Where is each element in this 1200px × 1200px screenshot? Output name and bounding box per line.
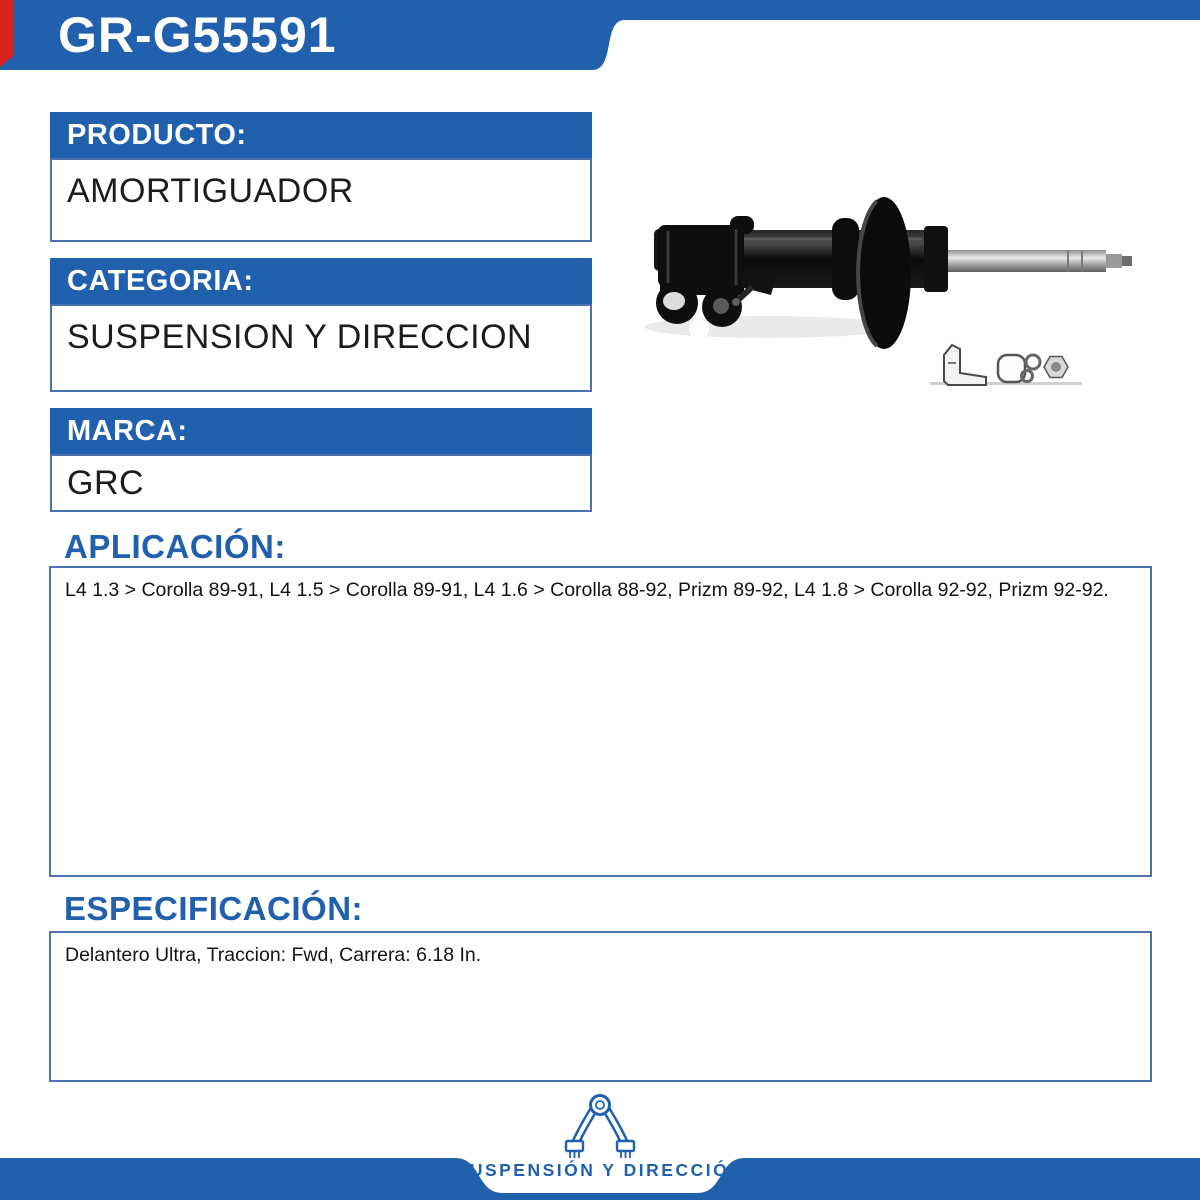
especificacion-box bbox=[49, 931, 1152, 1082]
especificacion-text: Delantero Ultra, Traccion: Fwd, Carrera: 6.18 In. bbox=[65, 944, 482, 966]
categoria-label: CATEGORIA: bbox=[50, 258, 592, 304]
page-title: GR-G55591 bbox=[58, 7, 337, 63]
control-arm-icon bbox=[558, 1092, 642, 1164]
aplicacion-text: L4 1.3 > Corolla 89-91, L4 1.5 > Corolla 89-91, L4 1.6 > Corolla 88-92, Prizm 89-92, L4 1.8 > Corolla 92-92, Prizm 92-92. bbox=[65, 579, 1109, 601]
aplicacion-title: APLICACIÓN: bbox=[64, 528, 286, 565]
especificacion-title: ESPECIFICACIÓN: bbox=[64, 890, 364, 927]
categoria-value: SUSPENSION Y DIRECCION bbox=[50, 304, 592, 392]
aplicacion-box bbox=[49, 566, 1152, 877]
footer-label: SUSPENSIÓN Y DIRECCIÓN bbox=[455, 1160, 745, 1180]
marca-value: GRC bbox=[50, 454, 592, 512]
red-accent bbox=[0, 0, 13, 67]
producto-value: AMORTIGUADOR bbox=[50, 158, 592, 242]
marca-label: MARCA: bbox=[50, 408, 592, 454]
product-photo bbox=[630, 155, 1190, 425]
producto-label: PRODUCTO: bbox=[50, 112, 592, 158]
